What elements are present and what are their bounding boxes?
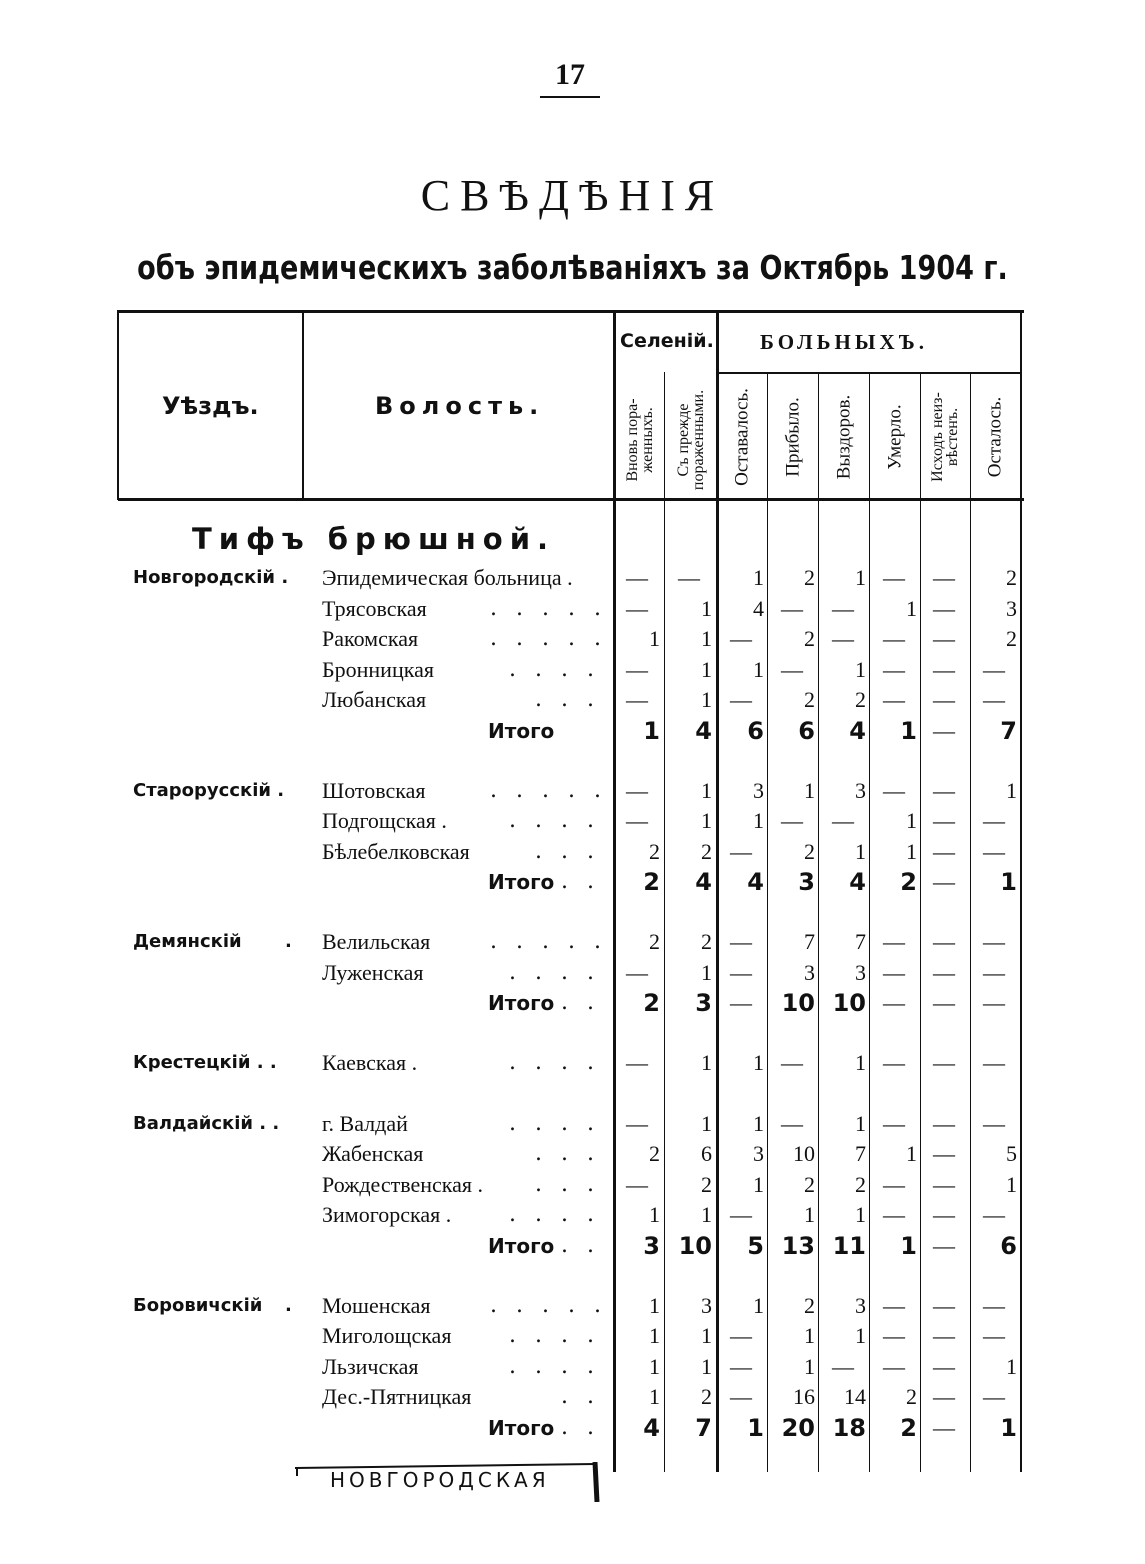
cell-value: 2 [1006,565,1017,590]
cell-value: 1 [906,595,917,621]
cell-value: 1 [855,1323,866,1348]
volost-name: Трясовская [322,595,427,621]
cell-value: — [933,1141,955,1166]
dot-leader: . . [561,1414,600,1440]
table-row [0,1170,1145,1200]
total-label: Итого [488,718,555,743]
cell-value: 10 [832,989,866,1017]
cell-value: — [883,1050,905,1075]
dot-leader: . . . [535,1171,600,1197]
cell-value: — [730,929,752,954]
cell-value: 1 [701,777,712,803]
cell-value: 11 [832,1231,866,1260]
cell-value: 1 [649,1292,660,1318]
cell-value: 2 [649,838,660,864]
volost-name: Льзичская [322,1353,419,1379]
volost-name: Эпидемическая больница . [322,565,573,590]
cell-value: 2 [643,868,660,896]
cell-value: 3 [753,1141,764,1166]
cell-value: 1 [643,716,660,745]
volost-name: Бѣлебелковская [322,838,470,864]
cell-value: — [933,777,955,803]
page-number-rule [540,96,600,98]
cell-value: 1 [855,1110,866,1136]
cell-value: — [933,1384,955,1409]
cell-value: — [933,959,955,985]
cell-value: 3 [753,777,764,803]
total-label: Итого [488,1415,555,1440]
table-row [0,685,1145,715]
dot-leader: . . . . . [490,777,607,803]
volost-name: Бронницкая [322,656,434,682]
cell-value: 1 [649,1384,660,1409]
cell-value: 1 [1000,1413,1017,1442]
dot-leader: . . . . . [490,595,607,621]
volost-name: Любанская [322,687,427,712]
total-row [0,1413,1145,1443]
cell-value: — [883,929,905,954]
cell-value: — [883,990,905,1015]
total-row [0,1231,1145,1261]
uezd-volost-rule [302,310,304,500]
cell-value: — [933,1323,955,1348]
header-bolnykh: БОЛЬНЫХЪ. [760,330,928,354]
uezd-name: Новгородскій . [133,567,289,588]
table-top-rule [118,310,1024,313]
dot-leader: . . . [535,1141,600,1166]
cell-value: 1 [855,1050,866,1075]
stamp-text: НОВГОРОДСКАЯ [330,1468,550,1492]
cell-value: — [933,838,955,864]
cell-value: 5 [1006,1141,1017,1166]
volost-name: Подгощская . [322,808,447,833]
cell-value: — [626,687,648,712]
cell-value: 1 [855,1202,866,1227]
cell-value: — [730,1202,752,1227]
dot-leader: . . [561,1232,600,1258]
cell-value: 1 [753,1050,764,1075]
cell-value: — [933,869,955,894]
cell-value: 2 [906,1384,917,1409]
cell-value: — [983,1050,1005,1075]
cell-value: 1 [855,565,866,590]
cell-value: 4 [643,1413,660,1442]
page-subtitle: объ эпидемическихъ заболѣваніяхъ за Октябрь 1904 г. [137,248,1008,287]
cell-value: 1 [855,656,866,682]
cell-value: — [983,959,1005,985]
cell-value: 3 [701,1292,712,1318]
table-row [0,776,1145,806]
table-row [0,1200,1145,1230]
cell-value: — [626,595,648,621]
cell-value: 1 [1006,1353,1017,1379]
dot-leader: . . . [535,687,600,712]
cell-value: — [781,656,803,682]
dot-leader: . . . [535,838,600,864]
cell-value: — [933,565,955,590]
cell-value: — [983,1110,1005,1136]
cell-value: 2 [649,1141,660,1166]
cell-value: 2 [855,1171,866,1197]
cell-value: 20 [781,1413,815,1442]
cell-value: — [933,1050,955,1075]
dot-leader: . . . . [509,1202,600,1227]
dot-leader: . . . . [509,959,600,985]
cell-value: 1 [753,656,764,682]
cell-value: — [883,687,905,712]
dot-leader: . . . . [509,808,600,833]
cell-value: 2 [900,868,917,896]
dot-leader: . . . . [509,1050,600,1075]
page-number: 17 [555,58,585,91]
cell-value: — [883,656,905,682]
volost-name: г. Валдай [322,1110,408,1136]
cell-value: — [730,1353,752,1379]
cell-value: — [730,1323,752,1348]
header-col-3: Оставалось. [731,388,753,486]
cell-value: 2 [804,1171,815,1197]
cell-value: 13 [781,1231,815,1260]
cell-value: 6 [701,1141,712,1166]
cell-value: — [730,990,752,1015]
cell-value: 1 [1000,868,1017,896]
cell-value: 3 [855,1292,866,1318]
cell-value: — [933,1232,955,1258]
dot-leader: . . . . . [490,626,607,651]
cell-value: 1 [701,1323,712,1348]
cell-value: 3 [855,777,866,803]
dot-leader: . . . . . [490,929,607,954]
cell-value: 1 [701,656,712,682]
cell-value: — [933,808,955,833]
table-row [0,1291,1145,1321]
cell-value: 4 [849,868,866,896]
cell-value: — [983,929,1005,954]
table-row [0,1139,1145,1169]
cell-value: 1 [701,1202,712,1227]
cell-value: 2 [804,687,815,712]
cell-value: — [933,717,955,743]
total-row [0,716,1145,746]
cell-value: 1 [906,1141,917,1166]
uezd-name: Крестецкій . . [133,1052,277,1073]
dot-leader: . . . . [509,1353,600,1379]
dot-leader: . . [561,990,600,1015]
cell-value: 2 [701,838,712,864]
cell-value: — [730,1384,752,1409]
uezd-name: Демянскій [133,931,242,952]
table-row [0,837,1145,867]
header-seleniy: Селеній. [620,330,714,352]
library-stamp [295,1462,600,1502]
cell-value: — [832,595,854,621]
cell-value: 2 [643,989,660,1017]
cell-value: — [730,959,752,985]
cell-value: — [933,687,955,712]
cell-value: 1 [701,1353,712,1379]
cell-value: 1 [649,1353,660,1379]
table-row [0,958,1145,988]
page-title: СВѢДѢНІЯ [420,171,725,220]
cell-value: — [626,808,648,833]
cell-value: 2 [900,1413,917,1442]
cell-value: — [883,959,905,985]
cell-value: 2 [855,687,866,712]
cell-value: 1 [804,1202,815,1227]
cell-value: 1 [701,1110,712,1136]
uezd-leader: . [285,1294,292,1316]
volost-name: Жабенская [322,1141,424,1166]
cell-value: 1 [701,1050,712,1075]
cell-value: 7 [695,1413,712,1442]
volost-name: Дес.-Пятницкая [322,1384,472,1409]
cell-value: — [832,808,854,833]
volost-name: Миголощская [322,1323,452,1348]
total-label: Итого [488,870,555,894]
cell-value: — [983,1323,1005,1348]
volost-name: Рождественская . [322,1171,484,1197]
cell-value: — [983,687,1005,712]
cell-value: 3 [643,1231,660,1260]
volost-name: Каевская . [322,1050,418,1075]
cell-value: 1 [900,716,917,745]
cell-value: — [983,656,1005,682]
header-col-6: Умерло. [884,404,906,470]
dot-leader: . . . . [509,656,600,682]
header-uezd: Уѣздъ. [162,392,259,420]
cell-value: 1 [701,959,712,985]
cell-value: 1 [753,1171,764,1197]
cell-value: — [678,565,700,590]
dot-leader: . . . . [509,1110,600,1136]
volost-name: Луженская [322,959,424,985]
cell-value: 1 [804,1323,815,1348]
cell-value: 1 [804,1353,815,1379]
cell-value: — [626,565,648,590]
cell-value: — [933,1353,955,1379]
table-row [0,624,1145,654]
cell-value: 3 [1006,595,1017,621]
cell-value: 2 [804,1292,815,1318]
header-col-7: Исходъ неиз- вѣстенъ. [929,392,961,482]
cell-value: 1 [753,808,764,833]
cell-value: 14 [844,1384,866,1409]
dot-leader: . . [561,869,600,894]
cell-value: — [933,595,955,621]
cell-value: 3 [798,868,815,896]
volost-name: Мошенская [322,1292,431,1318]
dot-leader: . . . . [509,1323,600,1348]
header-volost: Волость. [375,392,545,420]
cell-value: — [983,990,1005,1015]
table-row [0,1109,1145,1139]
cell-value: 1 [649,1202,660,1227]
cell-value: — [933,656,955,682]
cell-value: — [983,1384,1005,1409]
cell-value: 2 [649,929,660,954]
cell-value: 2 [804,565,815,590]
dot-leader: . . [561,1384,600,1409]
cell-value: — [983,808,1005,833]
cell-value: — [883,1171,905,1197]
cell-value: 2 [701,929,712,954]
cell-value: 1 [701,626,712,651]
uezd-name: Боровичскій [133,1294,263,1316]
cell-value: 7 [1000,716,1017,745]
table-row [0,927,1145,957]
total-row [0,867,1145,897]
cell-value: — [933,990,955,1015]
cell-value: 6 [798,716,815,745]
cell-value: 1 [753,1292,764,1318]
cell-value: 1 [906,838,917,864]
cell-value: 1 [753,1110,764,1136]
cell-value: — [730,838,752,864]
cell-value: — [626,1171,648,1197]
cell-value: 4 [753,595,764,621]
cell-value: 1 [753,565,764,590]
cell-value: — [983,1202,1005,1227]
cell-value: 1 [804,777,815,803]
cell-value: — [933,929,955,954]
volost-name: Шотовская [322,777,426,803]
cell-value: 1 [900,1231,917,1260]
uezd-name: Старорусскій . [133,779,285,801]
cell-value: 1 [701,687,712,712]
cell-value: 1 [701,808,712,833]
cell-value: 4 [695,716,712,745]
cell-value: 1 [906,808,917,833]
cell-value: 16 [793,1384,815,1409]
cell-value: — [730,626,752,651]
header-col-2: Съ прежде пораженными. [675,389,707,491]
cell-value: — [933,1292,955,1318]
total-label: Итого [488,991,555,1015]
table-row [0,655,1145,685]
cell-value: — [883,1323,905,1348]
header-col-8: Осталось. [984,396,1006,478]
cell-value: — [781,1110,803,1136]
section-title: Тифъ брюшной. [192,522,556,556]
total-label: Итого [488,1233,555,1258]
table-row [0,1048,1145,1078]
total-row [0,988,1145,1018]
cell-value: 4 [849,716,866,745]
volost-name: Ракомская [322,626,419,651]
volost-name: Велильская [322,929,431,954]
cell-value: 2 [1006,626,1017,651]
uezd-leader: . [285,931,292,952]
cell-value: 1 [649,1323,660,1348]
table-row [0,806,1145,836]
cell-value: — [626,777,648,803]
cell-value: — [883,1292,905,1318]
cell-value: 2 [701,1384,712,1409]
header-col-4: Прибыло. [782,397,804,477]
cell-value: — [933,626,955,651]
cell-value: — [626,1110,648,1136]
cell-value: — [933,1414,955,1440]
table-left-rule [117,310,119,500]
cell-value: 4 [695,868,712,896]
cell-value: 3 [804,959,815,985]
cell-value: 2 [804,838,815,864]
cell-value: — [626,959,648,985]
cell-value: 1 [747,1413,764,1442]
uezd-name: Валдайскій . . [133,1112,280,1134]
cell-value: — [883,565,905,590]
cell-value: — [626,1050,648,1075]
cell-value: 1 [1006,777,1017,803]
header-col-5: Выздоров. [833,394,855,480]
cell-value: — [933,1202,955,1227]
table-row [0,1321,1145,1351]
cell-value: — [781,808,803,833]
table-row [0,1382,1145,1412]
cell-value: 10 [793,1141,815,1166]
header-col-1: Вновь пора- женныхъ. [624,398,656,482]
cell-value: — [883,626,905,651]
cell-value: 7 [855,1141,866,1166]
table-row [0,594,1145,624]
cell-value: 6 [747,716,764,745]
cell-value: 7 [804,929,815,954]
table-row [0,1352,1145,1382]
cell-value: — [983,838,1005,864]
cell-value: — [626,656,648,682]
cell-value: 3 [855,959,866,985]
cell-value: 7 [855,929,866,954]
cell-value: 2 [804,626,815,651]
cell-value: — [832,1353,854,1379]
cell-value: — [983,1292,1005,1318]
cell-value: — [730,687,752,712]
cell-value: — [781,1050,803,1075]
volost-name: Зимогорская . [322,1202,452,1227]
cell-value: 10 [781,989,815,1017]
cell-value: — [883,1353,905,1379]
cell-value: 1 [701,595,712,621]
cell-value: — [781,595,803,621]
table-row [0,563,1145,593]
cell-value: 6 [1000,1231,1017,1260]
cell-value: 1 [649,626,660,651]
cell-value: — [933,1171,955,1197]
cell-value: 1 [855,838,866,864]
dot-leader: . . . . . [490,1292,607,1318]
cell-value: — [832,626,854,651]
cell-value: 18 [832,1413,866,1442]
cell-value: — [883,1202,905,1227]
cell-value: 2 [701,1171,712,1197]
cell-value: 3 [695,989,712,1017]
cell-value: — [883,1110,905,1136]
cell-value: 1 [1006,1171,1017,1197]
cell-value: 4 [747,868,764,896]
cell-value: — [933,1110,955,1136]
cell-value: 10 [678,1231,712,1260]
cell-value: 5 [747,1231,764,1260]
cell-value: — [883,777,905,803]
